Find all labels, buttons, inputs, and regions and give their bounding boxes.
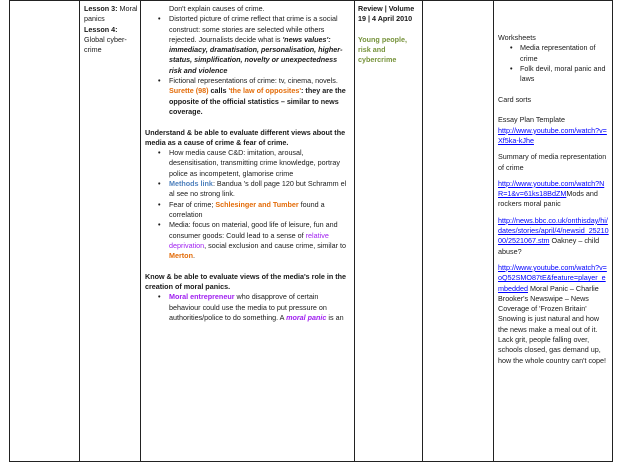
lesson-4-title: Global cyber-crime [84, 34, 127, 55]
content-list-1 [145, 4, 351, 117]
cybercrime-article-title: Young people, risk and cybercrime [358, 34, 407, 65]
lesson-plan-table [9, 0, 613, 462]
list-item: • Media representation of crime [498, 43, 609, 64]
methods-link-label: Methods link [169, 179, 213, 189]
card-sorts-label: Card sorts [498, 94, 532, 104]
lesson-3-title: Moral panics [84, 4, 138, 24]
lesson-3 [84, 4, 138, 25]
youtube-link-3[interactable]: http://www.youtube.com/watch?v=oQ52SMO87tE&feature=player_embedded [498, 262, 607, 293]
youtube-link-1[interactable]: http://www.youtube.com/watch?v=Xf5ka-kJhe [498, 125, 607, 145]
reference-cell [355, 1, 423, 462]
section-heading-media-cause: Understand & be able to evaluate different views about the media as a cause of crime & fear of crime. [145, 127, 346, 147]
content-list-3 [145, 292, 351, 323]
list-item: • Moral entrepreneur who disapprove of certain behaviour could use the media to put pressure on authorities/police to do something. A moral panic is an [145, 292, 351, 323]
list-item: • How media cause C&D: imitation, arousal, desensitisation, transmitting crime knowledge, portray police as incompetent, glamorise crime [145, 148, 351, 179]
list-item: • Methods link: Bandua 's doll page 120 but Schramm el al see no strong link. [145, 179, 351, 200]
worksheet-list [498, 43, 609, 84]
law-of-opposites-term: 'the law of opposites' [228, 86, 302, 96]
worksheets-label: Worksheets [498, 33, 536, 42]
review-reference: Review | Volume 19 | 4 April 2010 [358, 4, 415, 24]
lesson-cell [80, 1, 141, 462]
empty-notes-cell [423, 1, 494, 462]
list-item: • Fictional representations of crime: tv, cinema, novels. Surette (98) calls 'the law of opposites': they are the opposite of the official statistics – similar to news coverage. [145, 76, 351, 117]
surette-reference: Surette (98) [169, 86, 209, 96]
empty-column-cell [10, 1, 80, 462]
relative-deprivation-term: relative deprivation [169, 230, 329, 250]
schlesinger-tumber-reference: Schlesinger and Tumber [215, 199, 299, 209]
news-values-term: 'news values': immediacy, dramatisation, personalisation, higher-status, simplification, novelty or unexpectedness risk and violence [169, 34, 343, 75]
bbc-news-link[interactable]: http://news.bbc.co.uk/onthisday/hi/dates/stories/april/4/newsid_2521000/2521067.stm [498, 215, 609, 246]
lesson-4-label: Lesson 4: [84, 24, 118, 34]
youtube-link-2[interactable]: http://www.youtube.com/watch?NR=1&v=61ks18BdZM [498, 178, 605, 199]
list-item: • Fear of crime; Schlesinger and Tumber found a correlation [145, 200, 351, 221]
essay-plan-label: Essay Plan Template [498, 115, 565, 125]
moral-entrepreneur-term: Moral entrepreneur [169, 292, 235, 302]
table-row [10, 1, 613, 462]
list-item: • Media: focus on material, good life of leisure, fun and consumer goods: Could lead to a sense of relative deprivation, social exclusion and cause crime, similar to Merton. [145, 220, 351, 261]
list-item: • Folk devil, moral panic and laws [498, 64, 609, 85]
lesson-3-label: Lesson 3: [84, 4, 118, 13]
content-list-2 [145, 148, 351, 261]
summary-label: Summary of media representation of crime [498, 152, 607, 172]
list-item: • Distorted picture of crime reflect that crime is a social construct: some stories are selected while others rejected. Journalists decide what is 'news values': immediacy, dramatisation, personalisation, higher-status, simplification, novelty or unexpectedness risk and violence [145, 14, 351, 76]
merton-reference: Merton [169, 251, 193, 261]
resources-cell: Worksheets • Media representation of crime • Folk devil, moral panic and laws Card sorts Essay Plan Template http://www.youtube.com/watch?v=Xf5ka-kJhe Summary of media representation of crime http://www.youtube.com/watch?NR=1&v=61ks18BdZMMods and rockers moral panic http://news.bbc.co.uk/onthisday/hi/dates/stories/april/4/newsid_2521000/2521067.stm Oakney – child abuse? http://www.youtube.com/watch?v=oQ52SMO87tE&feature=player_embedded Moral Panic – Charlie Brooker's Newswipe – News Coverage of 'Frozen Britain' Snowing is just natural and how the news make a meal out of it. Lack grit, people falling over, schools closed, gas demand up, how the whole country can't cope! [494, 1, 613, 462]
section-heading-moral-panics: Know & be able to evaluate views of the media's role in the creation of moral panics. [145, 271, 347, 292]
lesson-4 [84, 25, 138, 56]
list-item: Don't explain causes of crime. [169, 4, 265, 13]
moral-panic-term: moral panic [286, 312, 327, 322]
content-cell [141, 1, 355, 462]
